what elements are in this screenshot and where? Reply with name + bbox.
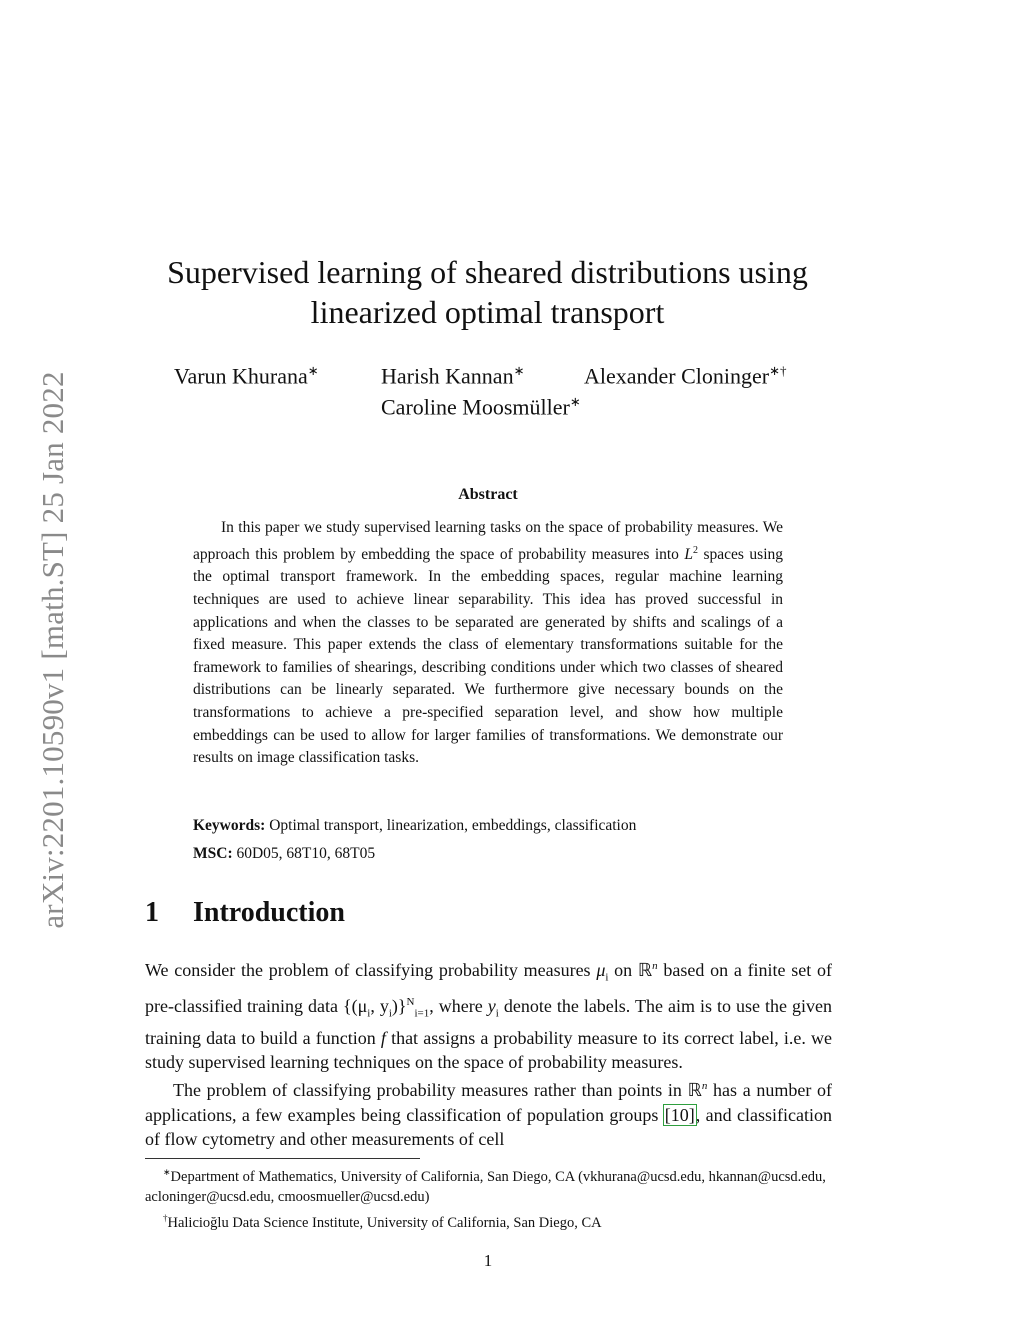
section-number: 1 (145, 897, 159, 928)
abstract-heading: Abstract (458, 486, 518, 503)
abstract-body (193, 517, 783, 770)
author-varun-khurana: Varun Khurana∗ (174, 363, 319, 389)
section-heading-introduction (145, 897, 345, 929)
title-line-1: Supervised learning of sheared distributions using (167, 254, 808, 290)
keywords-label: Keywords: (193, 817, 266, 834)
intro-paragraph-2: The problem of classifying probability measures rather than points in ℝ$^n$ has a number of applications, a few examples being classification of population groups [10], and classification of flow cytometry and other measurements of cell (145, 1080, 833, 1149)
page-number: 1 (483, 1251, 493, 1270)
footnote-1: ∗Department of Mathematics, University of California, San Diego, CA (vkhurana@ucsd.edu, hkannan@ucsd.edu, acloninger@ucsd.edu, cmoosmueller@ucsd.edu) (145, 1167, 826, 1206)
msc-label: MSC: (193, 845, 233, 862)
introduction-body (145, 954, 832, 1151)
author-alexander-cloninger: Alexander Cloninger∗† (584, 363, 787, 389)
abstract-paragraph: In this paper we study supervised learning tasks on the space of probability measures. We approach this problem by embedding the space of probability measures into $L^2$ spaces using the optimal transport framework. In the embedding spaces, regular machine learning techniques are used to achieve linear separability. This idea has proved successful in applications and when the classes to be separated are generated by shifts and scalings of a fixed measure. This paper extends the class of elementary transformations suitable for the framework to families of shearings, describing conditions under which two classes of sheared distributions can be linearly separated. We furthermore give necessary bounds on the transformations to achieve a pre-specified separation level, and show how multiple embeddings can be used to allow for larger families of transformations. We demonstrate our results on image classification tasks. (193, 519, 784, 767)
section-title: Introduction (193, 897, 345, 928)
footnotes (145, 1162, 835, 1233)
paper-title (120, 252, 855, 332)
footnote-rule (145, 1158, 420, 1159)
keywords-line (193, 817, 793, 835)
citation-link-10[interactable]: [10] (664, 1104, 695, 1125)
keywords-value: Optimal transport, linearization, embeddings, classification (269, 817, 637, 834)
arxiv-identifier[interactable]: arXiv:2201.10590v1 [math.ST] 25 Jan 2022 (35, 371, 70, 929)
footnote-2: †Halicioğlu Data Science Institute, University of California, San Diego, CA (163, 1212, 602, 1231)
author-caroline-moosmuller: Caroline Moosmüller∗ (381, 394, 581, 420)
intro-paragraph-1: We consider the problem of classifying probability measures $\mu_i$ on ℝ$^n$ based on a finite set of pre-classified training data {($\mu_i$, $y_i)\}^N_{i=1}$, where $y_i$ denote the labels. The aim is to use the given training data to build a function f that assigns a probability measure to its correct label, i.e. we study supervised learning techniques on the space of probability measures. (145, 960, 833, 1073)
msc-value: 60D05, 68T10, 68T05 (236, 845, 376, 862)
title-line-2: linearized optimal transport (310, 294, 665, 330)
author-harish-kannan: Harish Kannan∗ (381, 363, 525, 389)
msc-line (193, 845, 793, 863)
